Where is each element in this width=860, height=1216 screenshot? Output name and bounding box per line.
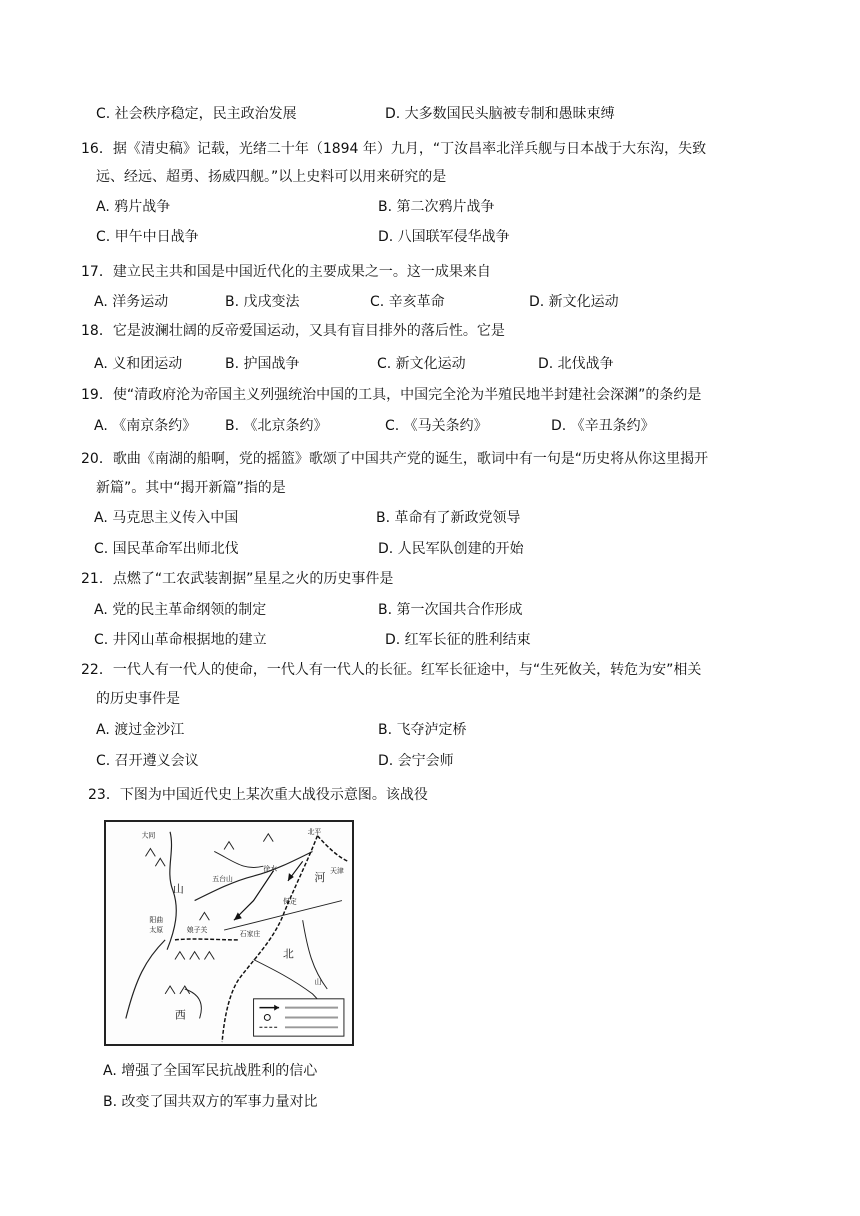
q19-option-b: B. 《北京条约》 bbox=[225, 418, 328, 434]
q18-option-b: B. 护国战争 bbox=[225, 356, 300, 372]
q21-option-c: C. 井冈山革命根据地的建立 bbox=[94, 632, 267, 648]
q16-option-a: A. 鸦片战争 bbox=[96, 199, 171, 215]
map-label-taiyuan: 太原 bbox=[149, 926, 164, 935]
q15-option-d: D. 大多数国民头脑被专制和愚昧束缚 bbox=[385, 106, 615, 122]
q16-stem-line2: 远、经远、超勇、扬威四舰。”以上史料可以用来研究的是 bbox=[96, 169, 447, 185]
q18-option-d: D. 北伐战争 bbox=[538, 356, 614, 372]
q17-option-b: B. 戊戌变法 bbox=[225, 294, 300, 310]
q16-option-b: B. 第二次鸦片战争 bbox=[378, 199, 495, 215]
q21-option-a: A. 党的民主革命纲领的制定 bbox=[94, 602, 267, 618]
q16-stem-line1: 16．据《清史稿》记载，光绪二十年（1894 年）九月，“丁汝昌率北洋兵舰与日本战于大东沟，失致 bbox=[81, 141, 707, 157]
q19-stem: 19．使“清政府沦为帝国主义列强统治中国的工具，中国完全沦为半殖民地半封建社会深渊”的条约是 bbox=[81, 387, 702, 403]
q21-option-d: D. 红军长征的胜利结束 bbox=[385, 632, 531, 648]
q22-option-a: A. 渡过金沙江 bbox=[96, 722, 185, 738]
q18-option-c: C. 新文化运动 bbox=[377, 356, 466, 372]
q23-option-a: A. 增强了全国军民抗战胜利的信心 bbox=[103, 1063, 318, 1079]
q19-option-c: C. 《马关条约》 bbox=[385, 418, 488, 434]
map-label-datong: 大同 bbox=[141, 831, 156, 840]
q22-option-c: C. 召开遵义会议 bbox=[96, 753, 199, 769]
q15-option-c: C. 社会秩序稳定，民主政治发展 bbox=[96, 106, 297, 122]
q22-stem-line1: 22．一代人有一代人的使命，一代人有一代人的长征。红军长征途中，与“生死攸关，转危为安”相关 bbox=[81, 662, 702, 678]
map-label-xi: 西 bbox=[174, 1008, 186, 1022]
q22-option-b: B. 飞夺泸定桥 bbox=[378, 722, 467, 738]
q18-stem: 18．它是波澜壮阔的反帝爱国运动，又具有盲目排外的落后性。它是 bbox=[81, 323, 505, 339]
q22-option-d: D. 会宁会师 bbox=[378, 753, 454, 769]
battle-map-figure bbox=[104, 820, 354, 1046]
q18-option-a: A. 义和团运动 bbox=[94, 356, 183, 372]
q16-option-c: C. 甲午中日战争 bbox=[96, 229, 199, 245]
q22-stem-line2: 的历史事件是 bbox=[96, 691, 180, 707]
q17-option-c: C. 辛亥革命 bbox=[370, 294, 445, 310]
q17-stem: 17．建立民主共和国是中国近代化的主要成果之一。这一成果来自 bbox=[81, 264, 491, 280]
q20-option-a: A. 马克思主义传入中国 bbox=[94, 510, 239, 526]
q23-stem: 23．下图为中国近代史上某次重大战役示意图。该战役 bbox=[88, 787, 428, 803]
battle-map-svg bbox=[106, 822, 352, 1044]
map-label-shijiazhuang: 石家庄 bbox=[239, 929, 261, 938]
map-label-wutaishan: 五台山 bbox=[212, 874, 233, 883]
map-label-beiping: 北平 bbox=[307, 827, 322, 836]
q16-option-d: D. 八国联军侵华战争 bbox=[378, 229, 510, 245]
q19-option-d: D. 《辛丑条约》 bbox=[551, 418, 655, 434]
q19-option-a: A. 《南京条约》 bbox=[94, 418, 197, 434]
q17-option-a: A. 洋务运动 bbox=[94, 294, 169, 310]
map-label-baoding: 保定 bbox=[283, 897, 297, 906]
q21-stem: 21．点燃了“工农武装割据”星星之火的历史事件是 bbox=[81, 571, 394, 587]
q20-option-d: D. 人民军队创建的开始 bbox=[378, 541, 524, 557]
map-label-niangziguan: 娘子关 bbox=[186, 926, 208, 935]
q21-option-b: B. 第一次国共合作形成 bbox=[378, 602, 523, 618]
map-label-yangqu: 阳曲 bbox=[149, 916, 164, 925]
q17-option-d: D. 新文化运动 bbox=[529, 294, 619, 310]
map-label-bei: 北 bbox=[283, 947, 294, 961]
map-label-tianjin: 天津 bbox=[330, 867, 344, 876]
q23-option-b: B. 改变了国共双方的军事力量对比 bbox=[103, 1094, 318, 1110]
q20-stem-line2: 新篇”。其中“揭开新篇”指的是 bbox=[96, 480, 286, 496]
map-label-shan: 山 bbox=[173, 882, 184, 896]
map-label-shan2: 山 bbox=[314, 978, 322, 987]
map-label-xushui: 徐水 bbox=[263, 865, 278, 874]
map-label-he: 河 bbox=[314, 870, 326, 884]
q20-option-c: C. 国民革命军出师北伐 bbox=[94, 541, 239, 557]
q20-stem-line1: 20．歌曲《南湖的船啊，党的摇篮》歌颂了中国共产党的诞生，歌词中有一句是“历史将从你这里揭开 bbox=[81, 451, 709, 467]
q20-option-b: B. 革命有了新政党领导 bbox=[376, 510, 521, 526]
